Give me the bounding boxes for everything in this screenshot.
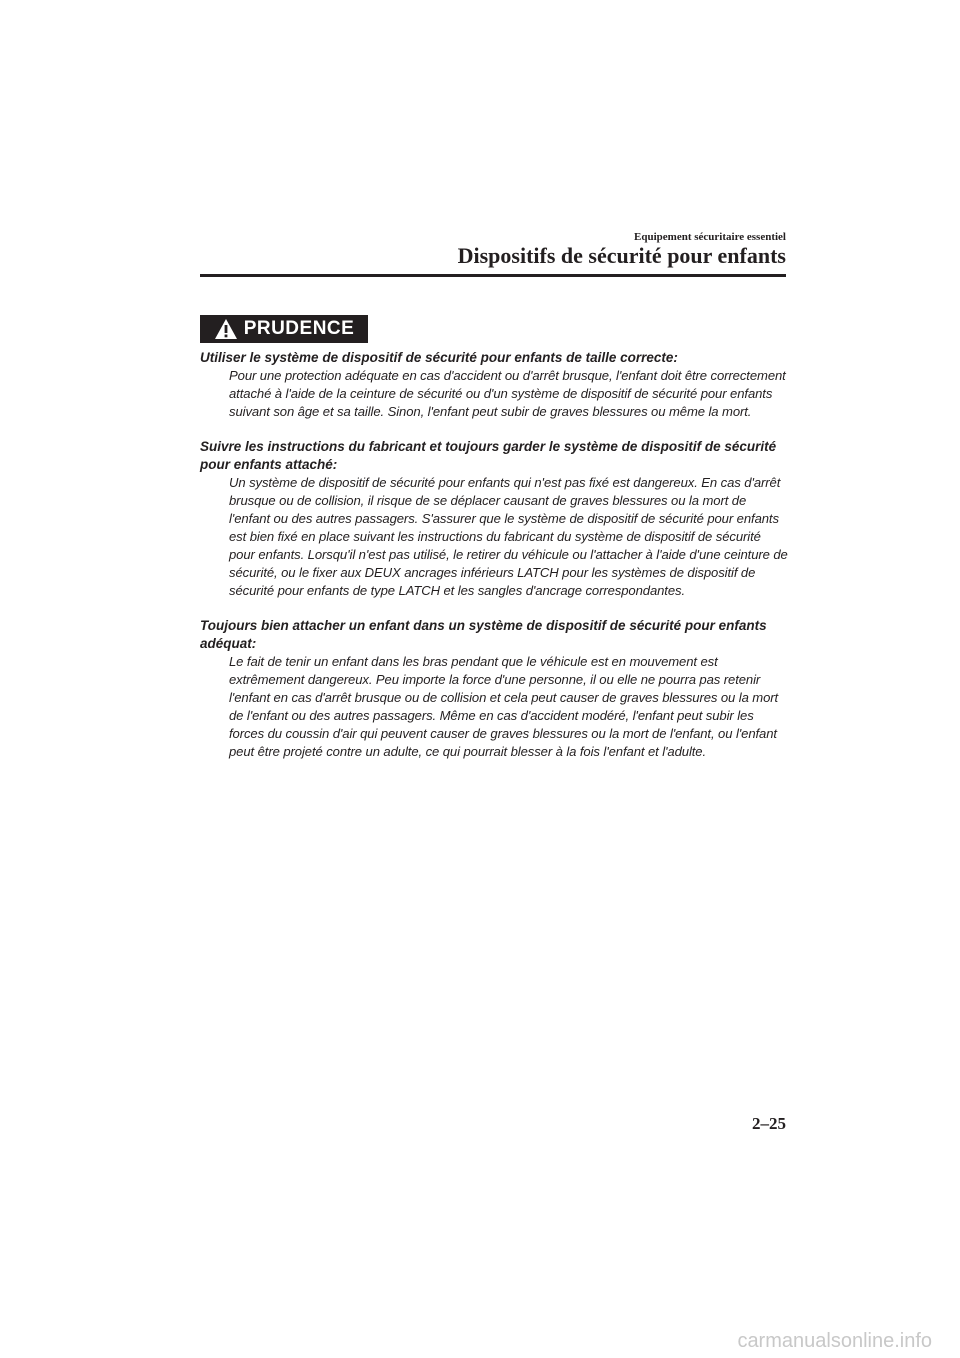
warning-item <box>200 438 790 600</box>
warning-list <box>200 349 790 778</box>
warning-item <box>200 617 790 761</box>
warning-heading: Suivre les instructions du fabricant et toujours garder le système de dispositif de sécurité pour enfants attaché: <box>200 439 777 472</box>
warning-heading: Toujours bien attacher un enfant dans un système de dispositif de sécurité pour enfants adéquat: <box>200 618 767 651</box>
warning-body: Le fait de tenir un enfant dans les bras pendant que le véhicule est en mouvement est extrêmement dangereux. Peu importe la force d'une personne, il ou elle ne pourra pas retenir l'enfant en cas d'arrêt brusque ou de collision et cela peut causer de graves blessures ou la mort de l'enfant ou des autres passagers. Même en cas d'accident modéré, l'enfant peut subir les forces du coussin d'air qui peuvent causer de graves blessures ou la mort de l'enfant, ou l'enfant peut être projeté contre un adulte, ce qui pourrait blesser à la fois l'enfant et l'adulte. <box>229 654 779 759</box>
warning-body: Un système de dispositif de sécurité pour enfants qui n'est pas fixé est dangereux. En cas d'arrêt brusque ou de collision, il risque de se déplacer causant de graves blessures ou la mort de l'enfant ou des autres passagers. S'assurer que le système de dispositif de sécurité pour enfants est bien fixé en place suivant les instructions du fabricant du système de dispositif de sécurité pour enfants. Lorsqu'il n'est pas utilisé, le retirer du véhicule ou l'attacher à l'aide d'une ceinture de sécurité, ou le fixer aux DEUX ancrages inférieurs LATCH pour les systèmes de dispositif de sécurité pour enfants de type LATCH et les sangles d'ancrage correspondantes. <box>229 475 788 598</box>
header-section-label: Equipement sécuritaire essentiel <box>634 231 786 243</box>
caution-label: PRUDENCE <box>243 318 355 339</box>
header-divider <box>200 274 786 277</box>
watermark: carmanualsonline.info <box>737 1330 932 1352</box>
warning-triangle-icon <box>214 318 238 340</box>
warning-body: Pour une protection adéquate en cas d'accident ou d'arrêt brusque, l'enfant doit être correctement attaché à l'aide de la ceinture de sécurité ou d'un système de dispositif de sécurité pour enfants suivant son âge et sa taille. Sinon, l'enfant peut subir de graves blessures ou même la mort. <box>229 368 786 419</box>
warning-heading: Utiliser le système de dispositif de sécurité pour enfants de taille correcte: <box>200 350 678 365</box>
caution-badge <box>200 315 368 343</box>
page-number: 2–25 <box>752 1114 786 1133</box>
page-title: Dispositifs de sécurité pour enfants <box>457 243 786 268</box>
warning-item <box>200 349 790 421</box>
